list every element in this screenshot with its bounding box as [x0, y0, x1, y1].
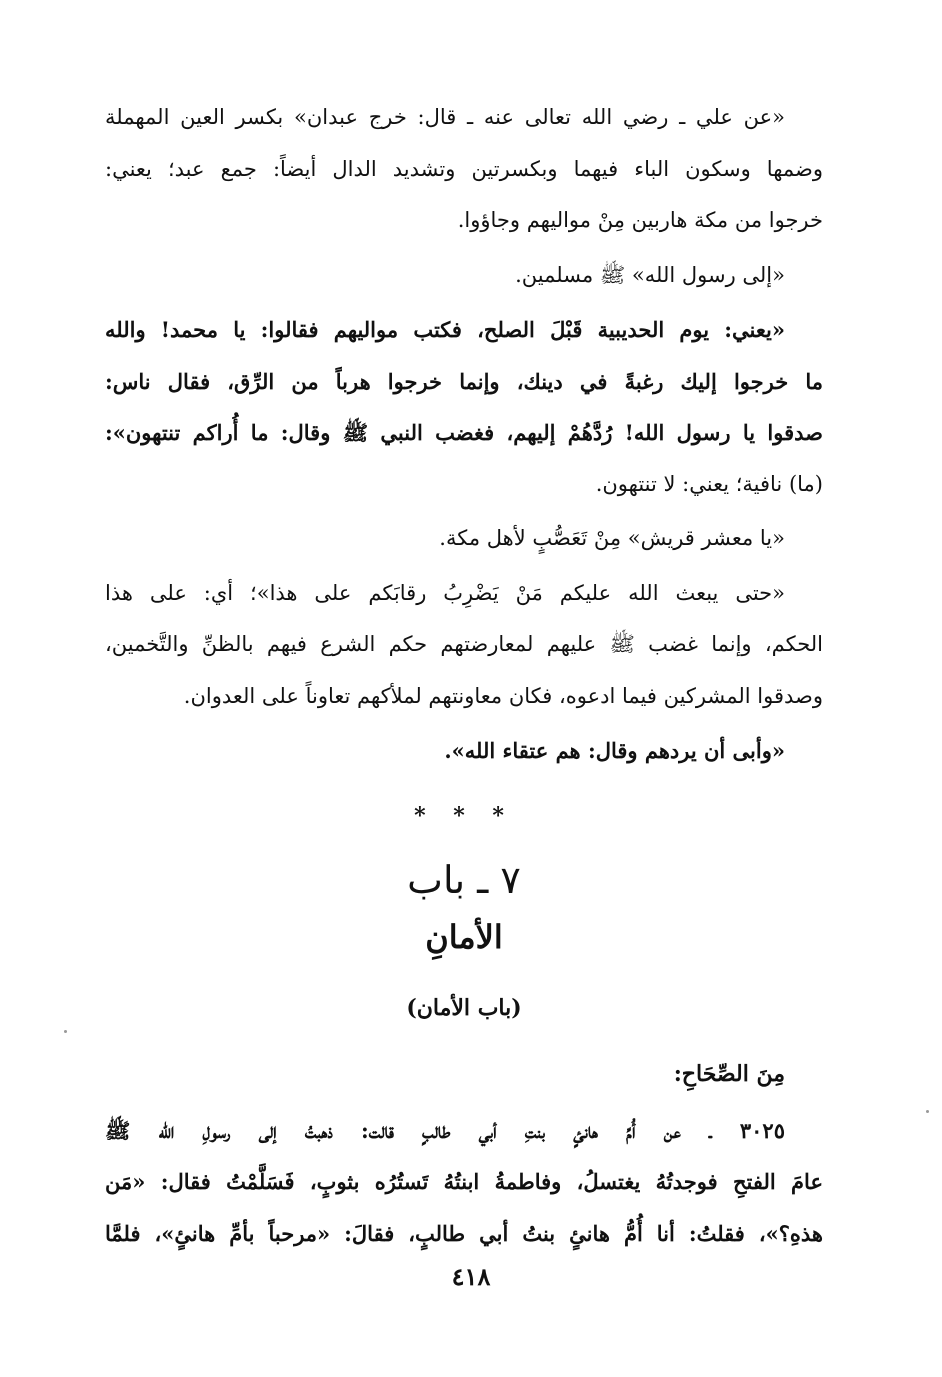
text-line: هذهِ؟»، فقلتُ: أنا أُمُّ هانئٍ بنتُ أبي طالبٍ، فقالَ: «مرحباً بأمِّ هانئٍ»، فلمَّا — [105, 1220, 823, 1246]
text-line: «إلى رسول الله» ﷺ مسلمين. — [515, 262, 785, 287]
paragraph-5 — [105, 568, 823, 723]
paragraph-2 — [105, 250, 823, 302]
text-line: «عن علي ـ رضي الله تعالى عنه ـ قال: خرج عبدان» بكسر العين المهملة — [105, 105, 785, 129]
page-body — [105, 92, 823, 1262]
section-heading: مِنَ الصِّحَاحِ: — [673, 1060, 785, 1087]
page-number: ٤١٨ — [451, 1262, 491, 1291]
hadith-paragraph — [105, 1105, 823, 1260]
chapter-number: ٧ ـ باب — [407, 857, 521, 902]
text-line: «وأبى أن يردهم وقال: هم عتقاء الله». — [444, 738, 785, 763]
paragraph-1 — [105, 92, 823, 247]
text-line: صدقوا يا رسول الله! رُدَّهُمْ إليهم، فغضب النبي ﷺ وقال: ما أُراكم تنتهون»: — [105, 420, 823, 445]
text-line: «حتى يبعث الله عليكم مَنْ يَضْرِبُ رقابَكم على هذا»؛ أي: على هذا — [105, 580, 785, 605]
section-separator: * * * — [414, 802, 514, 829]
chapter-subtitle: (باب الأمان) — [406, 994, 522, 1021]
text-line: عامَ الفتحِ فوجدتُهُ يغتسلُ، وفاطمةُ ابنتُهُ تَستُرُه بثوبٍ، فَسَلَّمْتُ فقال: «مَن — [105, 1169, 823, 1194]
text-line: (ما) نافية؛ يعني: لا تنتهون. — [595, 471, 823, 496]
text-line: «يعني: يوم الحديبية قَبْلَ الصلح، فكتب مواليهم فقالوا: يا محمد! والله — [105, 317, 785, 342]
paragraph-3 — [105, 304, 823, 510]
chapter-title: الأمانِ — [425, 917, 503, 956]
text-line: وضمها وسكون الباء فيهما وبكسرتين وتشديد الدال أيضاً: جمع عبد؛ يعني: — [105, 156, 823, 181]
text-line: ٣٠٢٥ ـ عن أُمِّ هانئٍ بنتِ أبي طالبٍ قالت: ذهبتُ إلى رسولِ الله ﷺ — [105, 1117, 785, 1143]
scan-speck — [926, 1110, 929, 1113]
paragraph-4 — [105, 513, 823, 565]
text-line: الحكم، وإنما غضب ﷺ عليهم لمعارضتهم حكم الشرع فيهم بالظنِّ والتَّخمين، — [105, 632, 823, 656]
paragraph-6 — [105, 725, 823, 777]
text-line: «يا معشر قريش» مِنْ تَعَصُّبٍ لأهل مكة. — [439, 526, 785, 550]
text-line: خرجوا من مكة هاربين مِنْ مواليهم وجاؤوا. — [457, 208, 823, 232]
scan-speck — [64, 1030, 67, 1033]
text-line: ما خرجوا إليك رغبةً في دينك، وإنما خرجوا هرباً من الرِّق، فقال ناس: — [105, 368, 823, 394]
text-line: وصدقوا المشركين فيما ادعوه، فكان معاونتهم لملأكهم تعاوناً على العدوان. — [183, 683, 823, 708]
